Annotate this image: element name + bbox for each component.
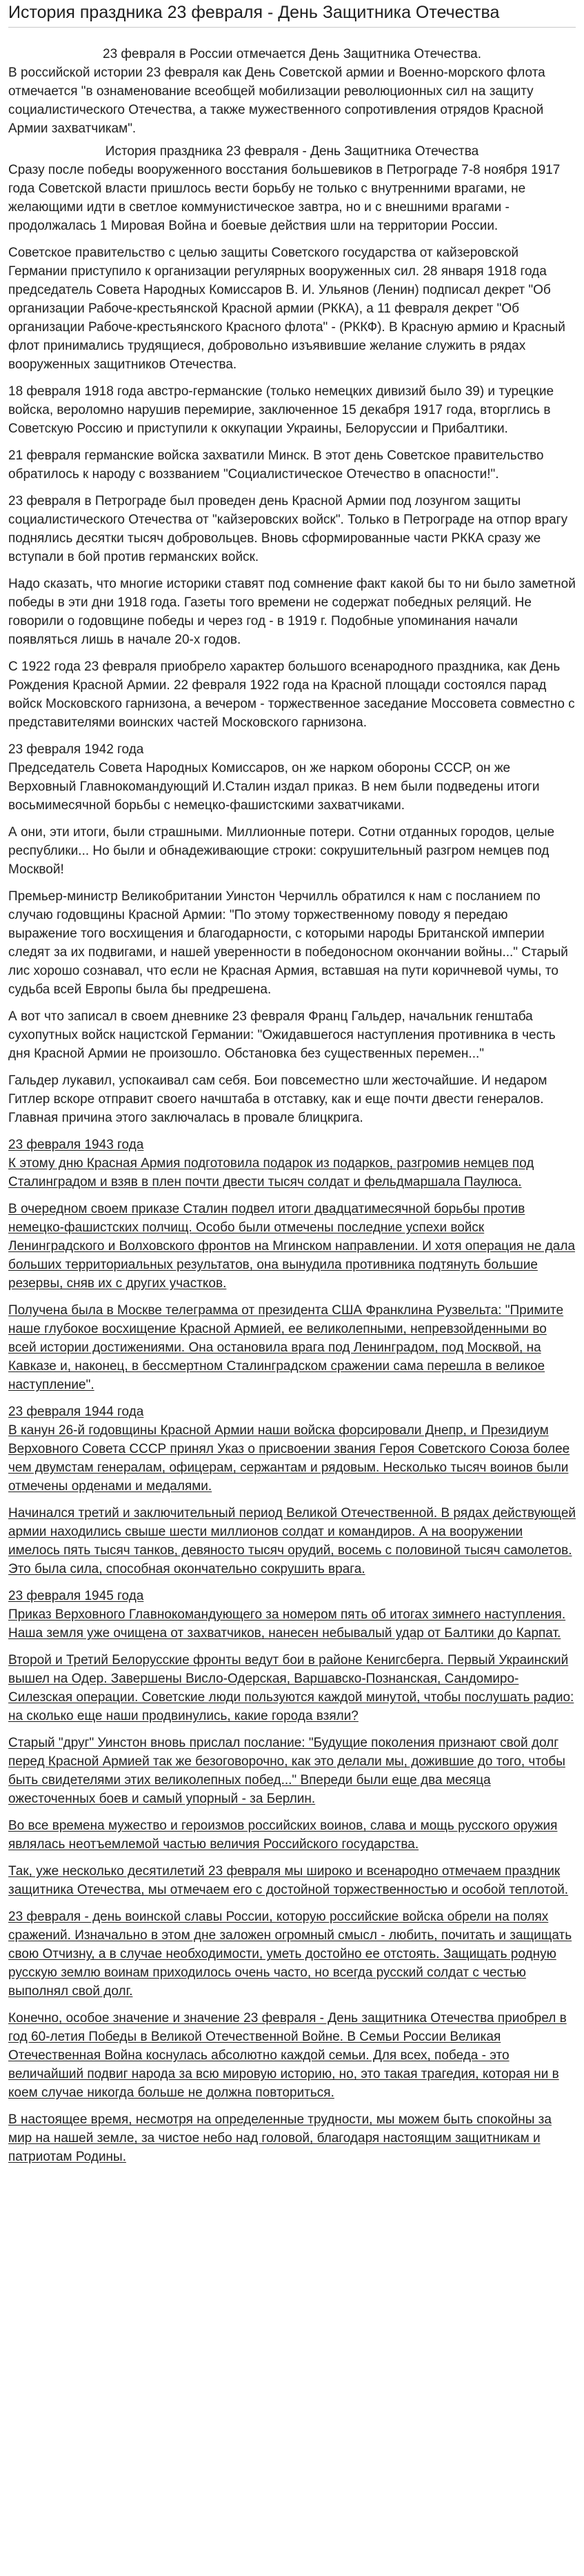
- paragraph-1945: Приказ Верховного Главнокомандующего за номером пять об итогах зимнего наступления. Наша земля уже очищена от захватчиков, нанесен небывалый удар от Балтики до Карпат.: [8, 1607, 566, 1641]
- paragraph-results: А они, эти итоги, были страшными. Миллионные потери. Сотни отданных городов, целые республики... Но были и обнадеживающие строки: сокрушительный разгром немцев под Москвой!: [8, 825, 555, 877]
- paragraph-invasion: 18 февраля 1918 года австро-германские (только немецких дивизий было 39) и турецкие войска, вероломно нарушив перемирие, заключенное 15 декабря 1917 года, вторглись в Советскую Россию и приступили к оккупации Украины, Белоруссии и Прибалтики.: [8, 384, 554, 436]
- paragraph-third-period: Начинался третий и заключительный период Великой Отечественной. В рядах действующей армии находились свыше шести миллионов солдат и командиров. А на вооружении имелось пять тысяч танков, девяносто тысяч орудий, восемь с половиной тысяч самолетов. Это была сила, способная окончательно сокрушить врага.: [8, 1506, 576, 1576]
- paragraph-stalin-order: В очередном своем приказе Сталин подвел итоги двадцатимесячной борьбы против немецко-фашистских полчищ. Особо были отмечены последние успехи войск Ленинградского и Волховского фронтов на Мгинском направлении. И хотя операция не дала больших территориальных результатов, она вынудила противника подтянуть большие резервы, сняв их с других участков.: [8, 1202, 576, 1291]
- paragraph-churchill: Премьер-министр Великобритании Уинстон Черчилль обратился к нам с посланием по случаю годовщины Красной Армии: "По этому торжественному поводу я передаю выражение того восхищения и благодарности, с которыми народы Британской империи следят за их подвигами, и нашей уверенности в победоносном окончании войны..." Старый лис хорошо сознавал, что если не Красная Армия, вставшая на пути коричневой чумы, то судьба всей Европы была бы предрешена.: [8, 889, 568, 997]
- paragraph-1942: Председатель Совета Народных Комиссаров, он же нарком обороны СССР, он же Верховный Главнокомандующий И.Сталин издал приказ. В нем были подведены итоги восьмимесячной борьбы с немецко-фашистскими захватчиками.: [8, 761, 540, 813]
- paragraph-1944: В канун 26-й годовщины Красной Армии наши войска форсировали Днепр, и Президиум Верховного Совета СССР принял Указ о присвоении звания Героя Советского Союза более чем двумстам генералам, офицерам, сержантам и рядовым. Несколько тысяч воинов были отмечены орденами и медалями.: [8, 1423, 570, 1494]
- paragraph-intro: В российской истории 23 февраля как День Советской армии и Военно-морского флота отмечается "в ознаменование всеобщей мобилизации революционных сил на защиту социалистического Отечества, а также мужественного сопротивления отрядов Красной Армии захватчикам".: [8, 66, 545, 136]
- date-1945: 23 февраля 1945 года: [8, 1589, 144, 1603]
- intro-line: 23 февраля в России отмечается День Защитника Отечества.: [103, 47, 481, 61]
- paragraph-fronts: Второй и Третий Белорусские фронты ведут бои в районе Кенигсберга. Первый Украинский вышел на Одер. Завершены Висло-Одерская, Варшавско-Познанская, Сандомиро-Силезская операции. Советские люди пользуются каждой минутой, чтобы послушать радио: на сколько еще наши продвинулись, какие города взяли?: [8, 1653, 574, 1723]
- paragraph-blitzkrieg: Гальдер лукавил, успокаивал сам себя. Бои повсеместно шли жесточайшие. И недаром Гитлер вскоре отправит своего начштаба в отставку, как и еще почти двести генералов. Главная причина этого заключалась в провале блицкрига.: [8, 1073, 547, 1125]
- date-1942: 23 февраля 1942 года: [8, 742, 144, 757]
- paragraph-minsk: 21 февраля германские войска захватили Минск. В этот день Советское правительство обратилось к народу с воззванием "Социалистическое Отечество в опасности!".: [8, 448, 544, 482]
- paragraph-revolution: Сразу после победы вооруженного восстания большевиков в Петрограде 7-8 ноября 1917 года Советской власти пришлось вести борьбу не только с внутренними врагами, не желающими идти в светлое коммунистическое завтра, но и с внешними врагами - продолжалась 1 Мировая Война и боевые действия шли на территории России.: [8, 163, 561, 233]
- paragraph-military-glory-day: 23 февраля - день воинской славы России, которую российские войска обрели на полях сражений. Изначально в этом дне заложен огромный смысл - любить, почитать и защищать свою Отчизну, а в случае необходимости, уметь достойно ее отстоять. Защищать родную русскую землю воинам приходилось очень часто, но всегда русский солдат с честью выполнял свой долг.: [8, 1910, 572, 1999]
- paragraph-1922: С 1922 года 23 февраля приобрело характер большого всенародного праздника, как День Рождения Красной Армии. 22 февраля 1922 года на Красной площади состоялся парад войск Московского гарнизона, а вечером - торжественное заседание Моссовета совместно с представителями воинских частей Московского гарнизона.: [8, 660, 575, 730]
- date-1944: 23 февраля 1944 года: [8, 1405, 144, 1419]
- paragraph-historians: Надо сказать, что многие историки ставят под сомнение факт какой бы то ни было заметной победы в эти дни 1918 года. Газеты того времени не содержат победных реляций. Не говорили о годовщине победы и через год - в 1919 г. Подобные упоминания начали появляться лишь в начале 20-х годов.: [8, 577, 576, 647]
- paragraph-rkka-decree: Советское правительство с целью защиты Советского государства от кайзеровской Германии приступило к организации регулярных вооруженных сил. 28 января 1918 года председатель Совета Народных Комиссаров В. И. Ульянов (Ленин) подписал декрет "Об организации Рабоче-крестьянской Красной армии (РККА), а 11 февраля декрет "Об организации Рабоче-крестьянского Красного флота" - (РККФ). В Красную армию и Красный флот принимались трудящиеся, добровольно изъявившие желание служить в рядах вооруженных защитников Отечества.: [8, 246, 565, 372]
- paragraph-winston: Старый "друг" Уинстон вновь прислал послание: "Будущие поколения признают свой долг перед Красной Армией так же безоговорочно, как это делали мы, дожившие до того, чтобы быть свидетелями этих великолепных побед..." Впереди были еще два месяца ожесточенных боев и самый упорный - за Берлин.: [8, 1736, 565, 1806]
- paragraph-present: В настоящее время, несмотря на определенные трудности, мы можем быть спокойны за мир на нашей земле, за чистое небо над головой, благодаря настоящим защитникам и патриотам Родины.: [8, 2112, 552, 2164]
- history-subtitle: История праздника 23 февраля - День Защитника Отечества: [105, 144, 479, 159]
- paragraph-60-years: Конечно, особое значение и значение 23 февраля - День защитника Отечества приобрел в год 60-летия Победы в Великой Отечественной Войне. В Семьи России Великая Отечественная Война коснулась абсолютно каждой семьи. Для всех, победа - это величайший подвиг народа за всю мировую историю, но, это такая трагедия, которая ни в коем случае никогда больше не должна повториться.: [8, 2011, 567, 2100]
- paragraph-glory: Во все времена мужество и героизмов российских воинов, слава и мощь русского оружия являлась неотъемлемой частью величия Российского государства.: [8, 1819, 558, 1852]
- date-1943: 23 февраля 1943 года: [8, 1138, 144, 1152]
- paragraph-roosevelt: Получена была в Москве телеграмма от президента США Франклина Рузвельта: "Примите наше глубокое восхищение Красной Армией, ее великолепными, непревзойденными во всей истории достижениями. Она остановила врага под Ленинградом, под Москвой, на Кавказе и, наконец, в бессмертном Сталинградском сражении сама перешла в великое наступление".: [8, 1303, 564, 1392]
- paragraph-1943: К этому дню Красная Армия подготовила подарок из подарков, разгромив немцев под Сталинградом и взяв в плен почти двести тысяч солдат и фельдмаршала Паулюса.: [8, 1156, 534, 1189]
- paragraph-halder: А вот что записал в своем дневнике 23 февраля Франц Гальдер, начальник генштаба сухопутных войск нацистской Германии: "Ожидавшегося наступления противника в честь дня Красной Армии не произошло. Обстановка без существенных перемен...": [8, 1009, 556, 1061]
- page-title: История праздника 23 февраля - День Защитника Отечества: [8, 0, 576, 28]
- paragraph-celebration: Так, уже несколько десятилетий 23 февраля мы широко и всенародно отмечаем праздник защитника Отечества, мы отмечаем его с достойной торжественностью и особой теплотой.: [8, 1864, 569, 1897]
- paragraph-petrograd: 23 февраля в Петрограде был проведен день Красной Армии под лозунгом защиты социалистического Отечества от "кайзеровских войск". Только в Петрограде на отпор врагу поднялись десятки тысяч добровольцев. Вновь сформированные части РККА сразу же вступали в бой против германских войск.: [8, 494, 568, 564]
